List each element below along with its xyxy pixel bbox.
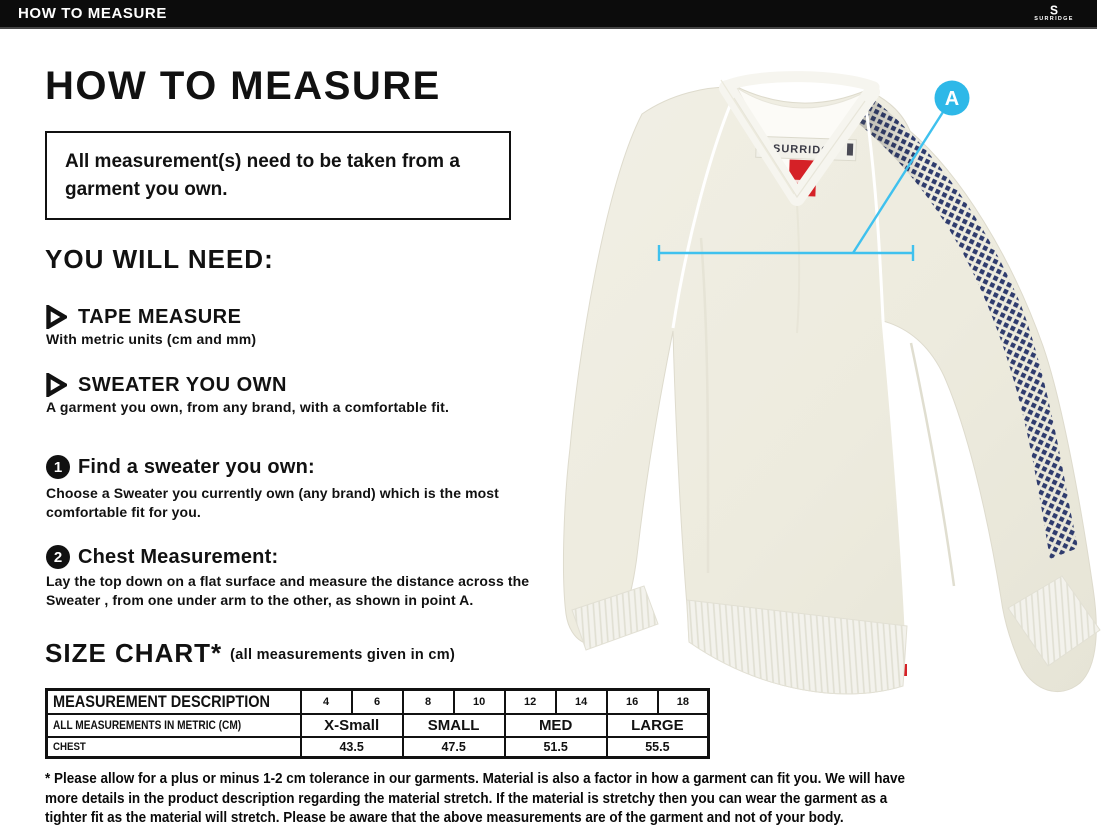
top-bar-title: HOW TO MEASURE xyxy=(18,5,167,22)
chest-value-cell: 47.5 xyxy=(403,737,505,758)
chest-value-cell: 51.5 xyxy=(505,737,607,758)
chest-value-cell: 43.5 xyxy=(301,737,403,758)
need-item-desc: A garment you own, from any brand, with a comfortable fit. xyxy=(46,399,450,415)
size-cell: 8 xyxy=(403,690,454,715)
collar-back-rim xyxy=(729,77,874,87)
size-cell: 6 xyxy=(352,690,403,715)
size-group-cell: X-Small xyxy=(301,714,403,737)
you-will-need-heading: YOU WILL NEED: xyxy=(45,244,274,274)
page-title: HOW TO MEASURE xyxy=(45,64,441,108)
size-chart-subtitle: (all measurements given in cm) xyxy=(230,647,456,663)
metric-note-cell: ALL MEASUREMENTS IN METRIC (CM) xyxy=(53,719,242,732)
step-title: Find a sweater you own: xyxy=(78,456,315,478)
need-item-title: SWEATER YOU OWN xyxy=(78,374,287,396)
footnote-line: tighter fit as the material will stretch. Please be aware that the above measurements are of the garment and not of your body. xyxy=(45,810,844,826)
size-chart-heading xyxy=(45,638,455,669)
size-cell: 18 xyxy=(658,690,709,715)
step-title: Chest Measurement: xyxy=(78,546,279,568)
play-triangle-icon xyxy=(46,373,67,397)
surridge-logo-word: SURRIDGE xyxy=(1034,15,1074,22)
footnote-line: * Please allow for a plus or minus 1-2 cm tolerance in our garments. Material is also a factor in how a garment can fit you. We will have xyxy=(45,771,906,787)
size-group-cell: MED xyxy=(505,714,607,737)
play-triangle-icon xyxy=(46,305,67,329)
point-a-label: A xyxy=(944,88,960,110)
need-item-desc: With metric units (cm and mm) xyxy=(46,331,257,347)
size-group-cell: LARGE xyxy=(607,714,709,737)
top-bar xyxy=(0,0,1097,29)
chest-value-cell: 55.5 xyxy=(607,737,709,758)
need-item-title: TAPE MEASURE xyxy=(78,306,242,328)
size-group-cell: SMALL xyxy=(403,714,505,737)
size-cell: 12 xyxy=(505,690,556,715)
chest-label-cell: CHEST xyxy=(53,741,86,753)
point-a-marker xyxy=(935,81,970,116)
size-cell: 14 xyxy=(556,690,607,715)
size-cell: 16 xyxy=(607,690,658,715)
collar-brand-text: SURRIDGE xyxy=(772,142,840,158)
surridge-logo-icon: S xyxy=(1049,2,1058,18)
step-number-badge: 2 xyxy=(46,545,70,569)
measurement-description-header: MEASUREMENT DESCRIPTION xyxy=(53,692,271,711)
notice-box: All measurement(s) need to be taken from a garment you own. xyxy=(45,131,511,220)
footnote-line: more details in the product description regarding the material stretch. If the material is stretchy then you can wear the garment as a xyxy=(45,790,888,807)
step-description: Choose a Sweater you currently own (any brand) which is the most comfortable fit for you. xyxy=(46,485,499,521)
step-description: Lay the top down on a flat surface and measure the distance across the Sweater , from one under arm to the other, as shown in point A. xyxy=(46,573,530,609)
step-number-badge: 1 xyxy=(46,455,70,479)
size-cell: 4 xyxy=(301,690,352,715)
surridge-logo xyxy=(1023,1,1085,25)
size-cell: 10 xyxy=(454,690,505,715)
size-chart-title: SIZE CHART* xyxy=(45,638,223,668)
footnote xyxy=(45,770,970,828)
sweater-figure xyxy=(556,28,1120,770)
